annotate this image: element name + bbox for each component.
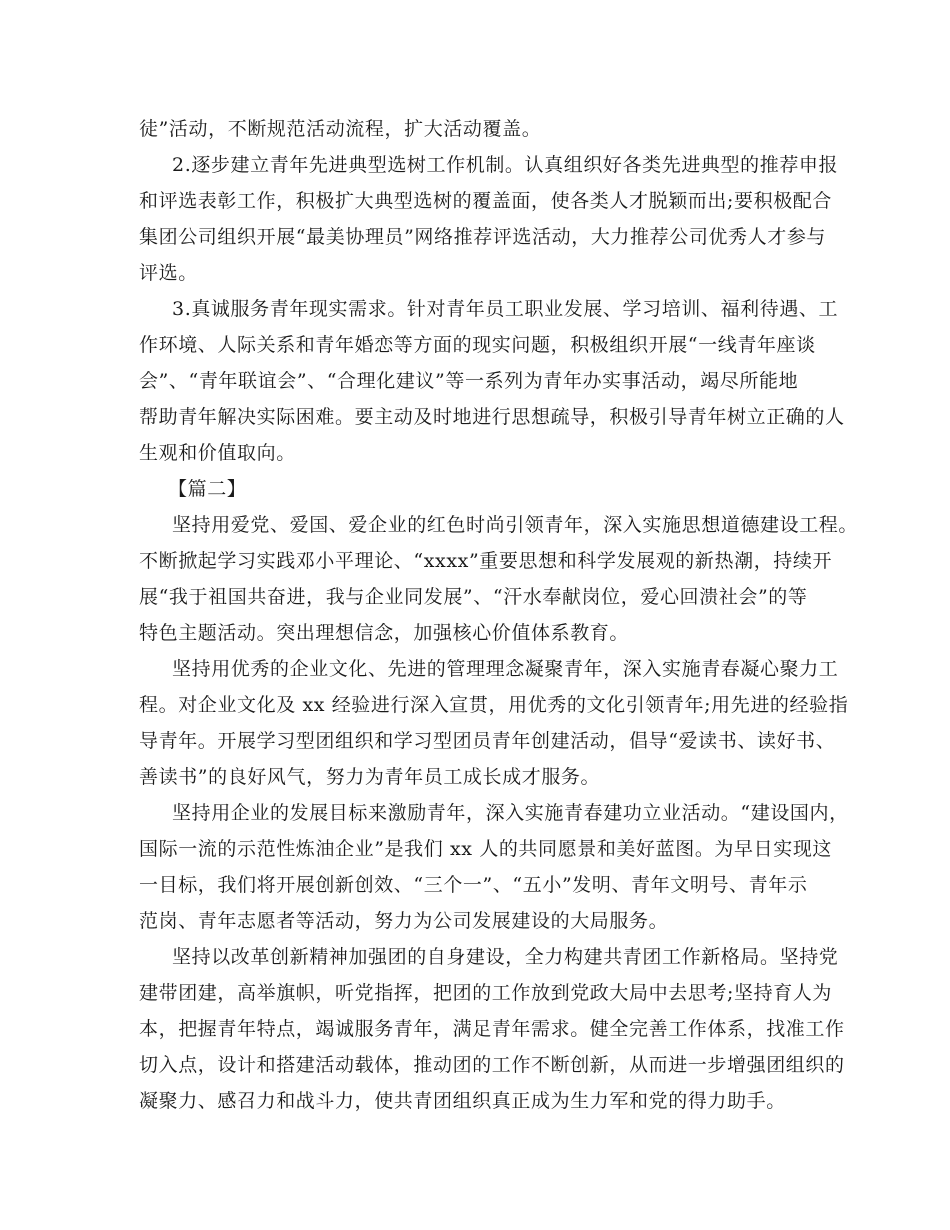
- text-line: 坚持用爱党、爱国、爱企业的红色时尚引领青年，深入实施思想道德建设工程。: [172, 514, 859, 536]
- text-line: 展“我于祖国共奋进，我与企业同发展”、“汗水奉献岗位，爱心回溃社会”的等: [139, 586, 808, 608]
- text-line: 作环境、人际关系和青年婚恋等方面的现实问题，积极组织开展“一线青年座谈: [139, 334, 816, 356]
- text-line: 帮助青年解决实际困难。要主动及时地进行思想疏导，积极引导青年树立正确的人: [139, 406, 845, 428]
- text-line: 程。对企业文化及 xx 经验进行深入宣贯，用优秀的文化引领青年;用先进的经验指: [139, 694, 849, 716]
- text-line: 建带团建，高举旗帜，听党指挥，把团的工作放到党政大局中去思考;坚持育人为: [139, 982, 833, 1004]
- section-heading: 【篇二】: [168, 478, 247, 500]
- text-line: 徒”活动，不断规范活动流程，扩大活动覆盖。: [139, 118, 542, 140]
- text-line: 生观和价值取向。: [139, 442, 296, 464]
- text-line: 特色主题活动。突出理想信念，加强核心价值体系教育。: [139, 622, 630, 644]
- text-line: 会”、“青年联谊会”、“合理化建议”等一系列为青年办实事活动，竭尽所能地: [139, 370, 799, 392]
- text-line: 一目标，我们将开展创新创效、“三个一”、“五小”发明、青年文明号、青年示: [139, 874, 808, 896]
- text-line: 本，把握青年特点，竭诚服务青年，满足青年需求。健全完善工作体系，找准工作: [139, 1018, 845, 1040]
- text-line: 3.真诚服务青年现实需求。针对青年员工职业发展、学习培训、福利待遇、工: [172, 298, 839, 320]
- text-line: 和评选表彰工作，积极扩大典型选树的覆盖面，使各类人才脱颖而出;要积极配合: [139, 190, 833, 212]
- text-line: 国际一流的示范性炼油企业”是我们 xx 人的共同愿景和美好蓝图。为早日实现这: [139, 838, 833, 860]
- text-line: 坚持以改革创新精神加强团的自身建设，全力构建共青团工作新格局。坚持党: [172, 946, 839, 968]
- text-line: 范岗、青年志愿者等活动，努力为公司发展建设的大局服务。: [139, 910, 669, 932]
- text-line: 坚持用优秀的企业文化、先进的管理理念凝聚青年，深入实施青春凝心聚力工: [172, 658, 839, 680]
- text-line: 不断掀起学习实践邓小平理论、“xxxx”重要思想和科学发展观的新热潮，持续开: [139, 550, 833, 572]
- text-line: 评选。: [139, 262, 198, 284]
- text-line: 导青年。开展学习型团组织和学习型团员青年创建活动，倡导“爱读书、读好书、: [139, 730, 836, 752]
- text-line: 切入点，设计和搭建活动载体，推动团的工作不断创新，从而进一步增强团组织的: [139, 1054, 845, 1076]
- text-line: 善读书”的良好风气，努力为青年员工成长成才服务。: [139, 766, 601, 788]
- text-line: 集团公司组织开展“最美协理员”网络推荐评选活动，大力推荐公司优秀人才参与: [139, 226, 827, 248]
- text-line: 凝聚力、感召力和战斗力，使共青团组织真正成为生力军和党的得力助手。: [139, 1090, 786, 1112]
- text-line: 2.逐步建立青年先进典型选树工作机制。认真组织好各类先进典型的推荐申报: [172, 154, 839, 176]
- text-line: 坚持用企业的发展目标来激励青年，深入实施青春建功立业活动。“建设国内，: [172, 802, 849, 824]
